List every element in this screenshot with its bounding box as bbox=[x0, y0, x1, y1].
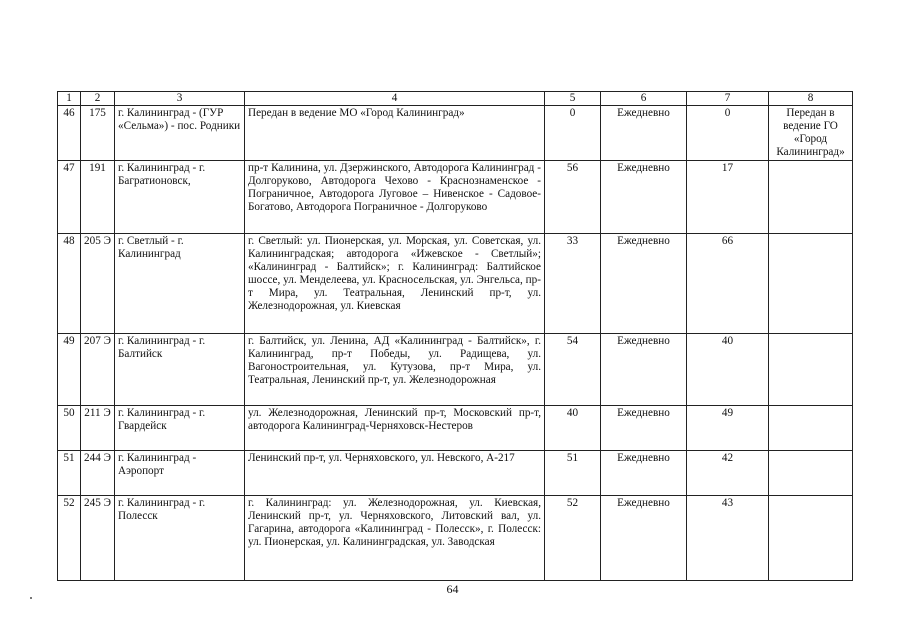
row-number: 46 bbox=[58, 106, 81, 161]
col5-value: 54 bbox=[545, 334, 601, 406]
route-streets: Передан в ведение МО «Город Калининград» bbox=[245, 106, 545, 161]
note bbox=[769, 451, 853, 496]
schedule: Ежедневно bbox=[601, 106, 687, 161]
column-header: 2 bbox=[81, 92, 115, 106]
route-name: г. Калининград - г. Гвардейск bbox=[115, 406, 245, 451]
route-streets: ул. Железнодорожная, Ленинский пр-т, Московский пр-т, автодорога Калининград-Черняховск-Нестеров bbox=[245, 406, 545, 451]
route-streets: г. Калининград: ул. Железнодорожная, ул. Киевская, Ленинский пр-т, ул. Черняховского, Литовский вал, ул. Гагарина, автодорога «Калининград - Полесск», г. Полесск: ул. Пионерская, ул. Калининградская, ул. Заводская bbox=[245, 496, 545, 581]
row-number: 49 bbox=[58, 334, 81, 406]
page-number: 64 bbox=[446, 582, 459, 596]
route-name: г. Светлый - г. Калининград bbox=[115, 234, 245, 334]
route-number: 245 Э bbox=[81, 496, 115, 581]
table-row bbox=[58, 451, 853, 496]
col7-value: 17 bbox=[687, 161, 769, 234]
col7-value: 40 bbox=[687, 334, 769, 406]
row-number: 52 bbox=[58, 496, 81, 581]
table-row bbox=[58, 161, 853, 234]
col7-value: 43 bbox=[687, 496, 769, 581]
column-header: 8 bbox=[769, 92, 853, 106]
route-name: г. Калининград - г. Балтийск bbox=[115, 334, 245, 406]
table-row bbox=[58, 406, 853, 451]
row-number: 51 bbox=[58, 451, 81, 496]
col5-value: 33 bbox=[545, 234, 601, 334]
route-name: г. Калининград - г. Полесск bbox=[115, 496, 245, 581]
route-number: 175 bbox=[81, 106, 115, 161]
route-number: 191 bbox=[81, 161, 115, 234]
route-number: 205 Э bbox=[81, 234, 115, 334]
note bbox=[769, 234, 853, 334]
col7-value: 0 bbox=[687, 106, 769, 161]
route-number: 207 Э bbox=[81, 334, 115, 406]
note bbox=[769, 161, 853, 234]
schedule: Ежедневно bbox=[601, 234, 687, 334]
table-row bbox=[58, 106, 853, 161]
schedule: Ежедневно bbox=[601, 334, 687, 406]
note bbox=[769, 406, 853, 451]
col5-value: 56 bbox=[545, 161, 601, 234]
schedule: Ежедневно bbox=[601, 161, 687, 234]
route-name: г. Калининград - г. Багратионовск, bbox=[115, 161, 245, 234]
note bbox=[769, 334, 853, 406]
route-name: г. Калининград - Аэропорт bbox=[115, 451, 245, 496]
column-header: 7 bbox=[687, 92, 769, 106]
route-number: 211 Э bbox=[81, 406, 115, 451]
route-streets: пр-т Калинина, ул. Дзержинского, Автодорога Калининград - Долгоруково, Автодорога Чехово - Краснознаменское - Пограничное, Автодорога Луговое – Нивенское - Садовое-Богатово, Автодорога Пограничное - Долгоруково bbox=[245, 161, 545, 234]
route-number: 244 Э bbox=[81, 451, 115, 496]
row-number: 47 bbox=[58, 161, 81, 234]
col5-value: 52 bbox=[545, 496, 601, 581]
scan-speck bbox=[30, 597, 32, 599]
route-streets: г. Балтийск, ул. Ленина, АД «Калининград - Балтийск», г. Калининград, пр-т Победы, ул. Радищева, ул. Вагоностроительная, ул. Кутузова, пр-т Мира, ул. Театральная, Ленинский пр-т, ул. Железнодорожная bbox=[245, 334, 545, 406]
column-header: 4 bbox=[245, 92, 545, 106]
route-streets: г. Светлый: ул. Пионерская, ул. Морская, ул. Советская, ул. Калининградская; автодорога «Ижевское - Светлый»; «Калининград - Балтийск»; г. Калининград: Балтийское шоссе, ул. Менделеева, ул. Красносельская, ул. Энгельса, пр-т Мира, ул. Театральная, Ленинский пр-т, ул. Железнодорожная, ул. Киевская bbox=[245, 234, 545, 334]
table-row bbox=[58, 234, 853, 334]
col5-value: 51 bbox=[545, 451, 601, 496]
note: Передан в ведение ГО «Город Калининград» bbox=[769, 106, 853, 161]
routes-table bbox=[57, 91, 853, 581]
header-row bbox=[58, 92, 853, 106]
row-number: 48 bbox=[58, 234, 81, 334]
note bbox=[769, 496, 853, 581]
table-row bbox=[58, 496, 853, 581]
schedule: Ежедневно bbox=[601, 406, 687, 451]
col7-value: 49 bbox=[687, 406, 769, 451]
row-number: 50 bbox=[58, 406, 81, 451]
column-header: 6 bbox=[601, 92, 687, 106]
column-header: 5 bbox=[545, 92, 601, 106]
route-name: г. Калининград - (ГУР «Сельма») - пос. Родники bbox=[115, 106, 245, 161]
col5-value: 0 bbox=[545, 106, 601, 161]
schedule: Ежедневно bbox=[601, 496, 687, 581]
table-row bbox=[58, 334, 853, 406]
col7-value: 42 bbox=[687, 451, 769, 496]
column-header: 3 bbox=[115, 92, 245, 106]
col7-value: 66 bbox=[687, 234, 769, 334]
route-streets: Ленинский пр-т, ул. Черняховского, ул. Невского, А-217 bbox=[245, 451, 545, 496]
column-header: 1 bbox=[58, 92, 81, 106]
col5-value: 40 bbox=[545, 406, 601, 451]
schedule: Ежедневно bbox=[601, 451, 687, 496]
